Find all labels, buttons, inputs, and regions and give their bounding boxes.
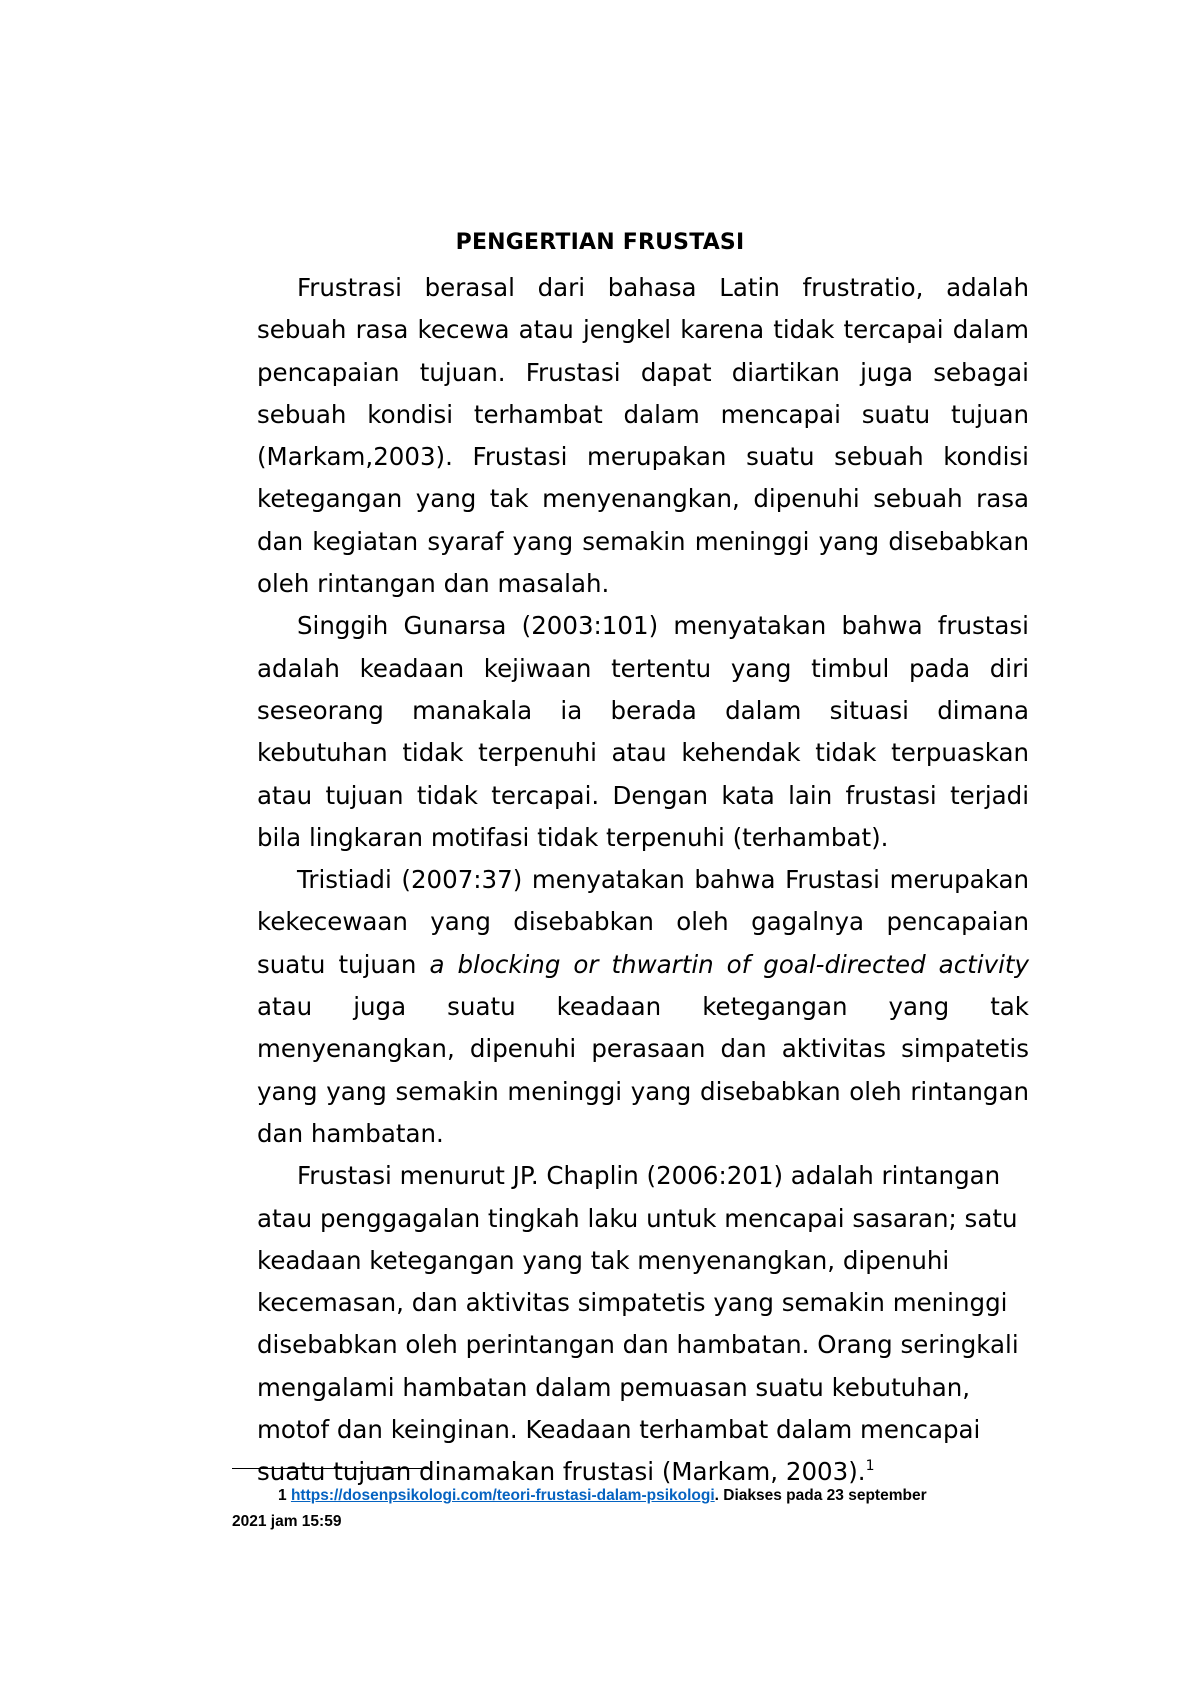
paragraph-3-text-after: atau juga suatu keadaan ketegangan yang tak menyenangkan, dipenuhi perasaan dan aktivitas simpatetis yang yang semakin meninggi yang disebabkan oleh rintangan dan hambatan. [257, 992, 1029, 1148]
footnote-access-text: . Diakses pada 23 september [714, 1487, 927, 1504]
page-title: PENGERTIAN FRUSTASI [455, 230, 745, 255]
footnote-number: 1 [278, 1487, 287, 1504]
footnote-line-2: 2021 jam 15:59 [232, 1513, 342, 1530]
paragraph-4 [257, 1155, 1029, 1493]
footnote-link[interactable]: https://dosenpsikologi.com/teori-frustasi-dalam-psikologi [290, 1487, 715, 1504]
footnote [232, 1483, 1022, 1535]
paragraph-4-text: Frustasi menurut JP. Chaplin (2006:201) adalah rintangan atau penggagalan tingkah laku untuk mencapai sasaran; satu keadaan ketegangan yang tak menyenangkan, dipenuhi kecemasan, dan aktivitas simpatetis yang semakin meninggi disebabkan oleh perintangan dan hambatan. Orang seringkali mengalami hambatan dalam pemuasan suatu kebutuhan, motof dan keinginan. Keadaan terhambat dalam mencapai suatu tujuan dinamakan frustasi (Markam, 2003). [257, 1161, 1019, 1487]
footnote-separator [232, 1468, 432, 1469]
document-body [257, 267, 1029, 1494]
paragraph-2: Singgih Gunarsa (2003:101) menyatakan bahwa frustasi adalah keadaan kejiwaan tertentu yang timbul pada diri seseorang manakala ia berada dalam situasi dimana kebutuhan tidak terpenuhi atau kehendak tidak terpuaskan atau tujuan tidak tercapai. Dengan kata lain frustasi terjadi bila lingkaran motifasi tidak terpenuhi (terhambat). [257, 611, 1029, 852]
footnote-reference[interactable]: 1 [865, 1458, 875, 1475]
paragraph-3 [257, 859, 1029, 1155]
paragraph-1: Frustrasi berasal dari bahasa Latin frustratio, adalah sebuah rasa kecewa atau jengkel karena tidak tercapai dalam pencapaian tujuan. Frustasi dapat diartikan juga sebagai sebuah kondisi terhambat dalam mencapai suatu tujuan (Markam,2003). Frustasi merupakan suatu sebuah kondisi ketegangan yang tak menyenangkan, dipenuhi sebuah rasa dan kegiatan syaraf yang semakin meninggi yang disebabkan oleh rintangan dan masalah. [257, 273, 1029, 599]
paragraph-3-text-before: Tristiadi (2007:37) menyatakan bahwa Frustasi merupakan kekecewaan yang disebabkan oleh gagalnya pencapaian suatu tujuan [257, 865, 1029, 979]
paragraph-3-italic-phrase: a blocking or thwartin of goal-directed activity [429, 949, 1029, 979]
footnote-line-1 [232, 1483, 1022, 1509]
